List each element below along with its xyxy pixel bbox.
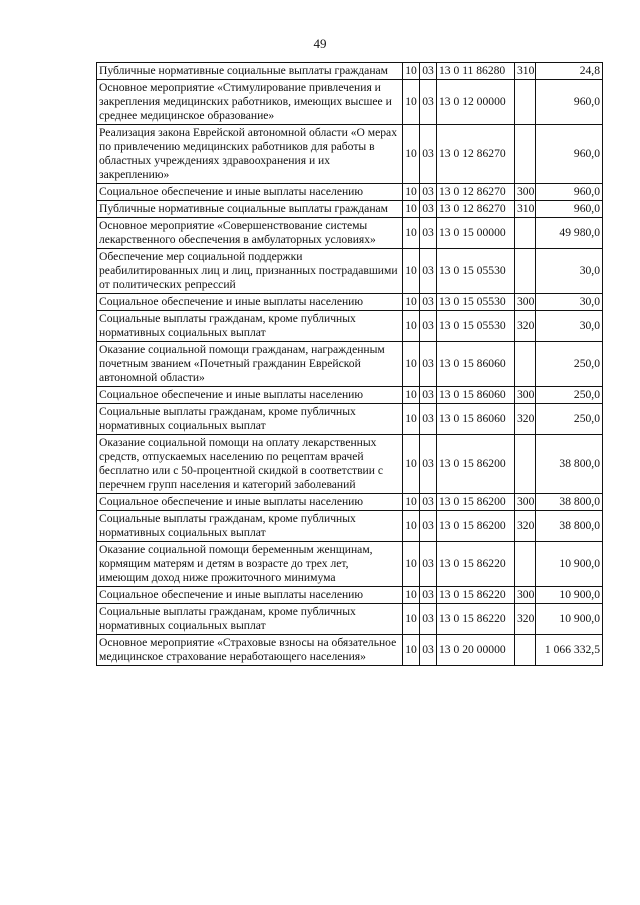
table-row <box>97 218 603 249</box>
table-row <box>97 404 603 435</box>
expense-type-cell: 320 <box>515 404 536 435</box>
target-article-cell: 13 0 15 86220 <box>437 587 515 604</box>
amount-cell: 960,0 <box>536 184 603 201</box>
amount-cell: 38 800,0 <box>536 494 603 511</box>
row-name-cell: Основное мероприятие «Страховые взносы на обязательное медицинское страхование неработающего населения» <box>97 635 403 666</box>
section-code-cell: 10 <box>403 311 420 342</box>
expense-type-cell: 320 <box>515 511 536 542</box>
subsection-code-cell: 03 <box>420 494 437 511</box>
section-code-cell: 10 <box>403 635 420 666</box>
row-name-cell: Социальные выплаты гражданам, кроме публичных нормативных социальных выплат <box>97 311 403 342</box>
row-name-cell: Основное мероприятие «Стимулирование привлечения и закрепления медицинских работников, имеющих высшее и среднее медицинское образование» <box>97 80 403 125</box>
section-code-cell: 10 <box>403 435 420 494</box>
table-row <box>97 184 603 201</box>
subsection-code-cell: 03 <box>420 387 437 404</box>
target-article-cell: 13 0 15 05530 <box>437 311 515 342</box>
target-article-cell: 13 0 15 05530 <box>437 294 515 311</box>
table-row <box>97 63 603 80</box>
subsection-code-cell: 03 <box>420 635 437 666</box>
amount-cell: 250,0 <box>536 342 603 387</box>
section-code-cell: 10 <box>403 494 420 511</box>
amount-cell: 49 980,0 <box>536 218 603 249</box>
row-name-cell: Оказание социальной помощи беременным женщинам, кормящим матерям и детям в возрасте до трех лет, имеющим доход ниже прожиточного минимума <box>97 542 403 587</box>
row-name-cell: Оказание социальной помощи на оплату лекарственных средств, отпускаемых населению по рецептам врачей бесплатно или с 50-процентной скидкой в соответствии с перечнем групп населения и категорий заболеваний <box>97 435 403 494</box>
table-row <box>97 511 603 542</box>
page-number: 49 <box>313 36 327 51</box>
subsection-code-cell: 03 <box>420 435 437 494</box>
table-row <box>97 311 603 342</box>
target-article-cell: 13 0 15 86200 <box>437 511 515 542</box>
table-row <box>97 294 603 311</box>
amount-cell: 30,0 <box>536 311 603 342</box>
row-name-cell: Основное мероприятие «Совершенствование системы лекарственного обеспечения в амбулаторных условиях» <box>97 218 403 249</box>
target-article-cell: 13 0 15 00000 <box>437 218 515 249</box>
amount-cell: 250,0 <box>536 387 603 404</box>
section-code-cell: 10 <box>403 587 420 604</box>
expense-type-cell: 300 <box>515 294 536 311</box>
subsection-code-cell: 03 <box>420 311 437 342</box>
expense-type-cell: 320 <box>515 311 536 342</box>
target-article-cell: 13 0 12 86270 <box>437 184 515 201</box>
row-name-cell: Социальное обеспечение и иные выплаты населению <box>97 387 403 404</box>
subsection-code-cell: 03 <box>420 218 437 249</box>
expense-type-cell: 310 <box>515 201 536 218</box>
section-code-cell: 10 <box>403 404 420 435</box>
amount-cell: 30,0 <box>536 294 603 311</box>
subsection-code-cell: 03 <box>420 249 437 294</box>
subsection-code-cell: 03 <box>420 511 437 542</box>
table-row <box>97 201 603 218</box>
amount-cell: 960,0 <box>536 201 603 218</box>
section-code-cell: 10 <box>403 201 420 218</box>
target-article-cell: 13 0 15 86200 <box>437 435 515 494</box>
target-article-cell: 13 0 15 86060 <box>437 404 515 435</box>
section-code-cell: 10 <box>403 387 420 404</box>
row-name-cell: Социальные выплаты гражданам, кроме публичных нормативных социальных выплат <box>97 511 403 542</box>
row-name-cell: Социальное обеспечение и иные выплаты населению <box>97 294 403 311</box>
expense-type-cell <box>515 435 536 494</box>
expense-type-cell <box>515 218 536 249</box>
amount-cell: 30,0 <box>536 249 603 294</box>
table-row <box>97 604 603 635</box>
subsection-code-cell: 03 <box>420 125 437 184</box>
table-row <box>97 542 603 587</box>
section-code-cell: 10 <box>403 511 420 542</box>
section-code-cell: 10 <box>403 218 420 249</box>
amount-cell: 10 900,0 <box>536 542 603 587</box>
subsection-code-cell: 03 <box>420 542 437 587</box>
section-code-cell: 10 <box>403 604 420 635</box>
expense-type-cell: 320 <box>515 604 536 635</box>
row-name-cell: Публичные нормативные социальные выплаты гражданам <box>97 63 403 80</box>
section-code-cell: 10 <box>403 184 420 201</box>
expense-type-cell <box>515 635 536 666</box>
target-article-cell: 13 0 15 86220 <box>437 542 515 587</box>
row-name-cell: Социальное обеспечение и иные выплаты населению <box>97 494 403 511</box>
target-article-cell: 13 0 15 86200 <box>437 494 515 511</box>
table-row <box>97 587 603 604</box>
amount-cell: 10 900,0 <box>536 587 603 604</box>
expense-type-cell: 300 <box>515 184 536 201</box>
expense-type-cell <box>515 249 536 294</box>
amount-cell: 38 800,0 <box>536 435 603 494</box>
row-name-cell: Социальные выплаты гражданам, кроме публичных нормативных социальных выплат <box>97 604 403 635</box>
table-row <box>97 635 603 666</box>
target-article-cell: 13 0 15 86060 <box>437 387 515 404</box>
amount-cell: 1 066 332,5 <box>536 635 603 666</box>
expense-type-cell: 300 <box>515 494 536 511</box>
table-row <box>97 80 603 125</box>
table-row <box>97 387 603 404</box>
subsection-code-cell: 03 <box>420 294 437 311</box>
amount-cell: 24,8 <box>536 63 603 80</box>
table-row <box>97 494 603 511</box>
target-article-cell: 13 0 15 86220 <box>437 604 515 635</box>
expense-type-cell <box>515 542 536 587</box>
row-name-cell: Реализация закона Еврейской автономной области «О мерах по привлечению медицинских работников для работы в областных учреждениях здравоохранения и их закреплению» <box>97 125 403 184</box>
row-name-cell: Социальное обеспечение и иные выплаты населению <box>97 184 403 201</box>
table-row <box>97 342 603 387</box>
subsection-code-cell: 03 <box>420 342 437 387</box>
subsection-code-cell: 03 <box>420 184 437 201</box>
subsection-code-cell: 03 <box>420 63 437 80</box>
expense-type-cell <box>515 80 536 125</box>
subsection-code-cell: 03 <box>420 587 437 604</box>
section-code-cell: 10 <box>403 249 420 294</box>
section-code-cell: 10 <box>403 80 420 125</box>
target-article-cell: 13 0 12 86270 <box>437 125 515 184</box>
section-code-cell: 10 <box>403 125 420 184</box>
amount-cell: 38 800,0 <box>536 511 603 542</box>
subsection-code-cell: 03 <box>420 404 437 435</box>
row-name-cell: Публичные нормативные социальные выплаты гражданам <box>97 201 403 218</box>
subsection-code-cell: 03 <box>420 201 437 218</box>
budget-table <box>96 62 603 666</box>
row-name-cell: Оказание социальной помощи гражданам, награжденным почетным званием «Почетный гражданин Еврейской автономной области» <box>97 342 403 387</box>
table-row <box>97 435 603 494</box>
amount-cell: 960,0 <box>536 80 603 125</box>
section-code-cell: 10 <box>403 63 420 80</box>
subsection-code-cell: 03 <box>420 80 437 125</box>
table-row <box>97 249 603 294</box>
amount-cell: 10 900,0 <box>536 604 603 635</box>
target-article-cell: 13 0 15 86060 <box>437 342 515 387</box>
row-name-cell: Социальные выплаты гражданам, кроме публичных нормативных социальных выплат <box>97 404 403 435</box>
target-article-cell: 13 0 12 00000 <box>437 80 515 125</box>
table-row <box>97 125 603 184</box>
expense-type-cell: 300 <box>515 387 536 404</box>
subsection-code-cell: 03 <box>420 604 437 635</box>
amount-cell: 960,0 <box>536 125 603 184</box>
expense-type-cell: 300 <box>515 587 536 604</box>
row-name-cell: Социальное обеспечение и иные выплаты населению <box>97 587 403 604</box>
target-article-cell: 13 0 20 00000 <box>437 635 515 666</box>
section-code-cell: 10 <box>403 542 420 587</box>
expense-type-cell: 310 <box>515 63 536 80</box>
amount-cell: 250,0 <box>536 404 603 435</box>
section-code-cell: 10 <box>403 294 420 311</box>
row-name-cell: Обеспечение мер социальной поддержки реабилитированных лиц и лиц, признанных пострадавшими от политических репрессий <box>97 249 403 294</box>
expense-type-cell <box>515 125 536 184</box>
budget-table-body <box>97 63 603 666</box>
target-article-cell: 13 0 15 05530 <box>437 249 515 294</box>
target-article-cell: 13 0 12 86270 <box>437 201 515 218</box>
section-code-cell: 10 <box>403 342 420 387</box>
expense-type-cell <box>515 342 536 387</box>
target-article-cell: 13 0 11 86280 <box>437 63 515 80</box>
